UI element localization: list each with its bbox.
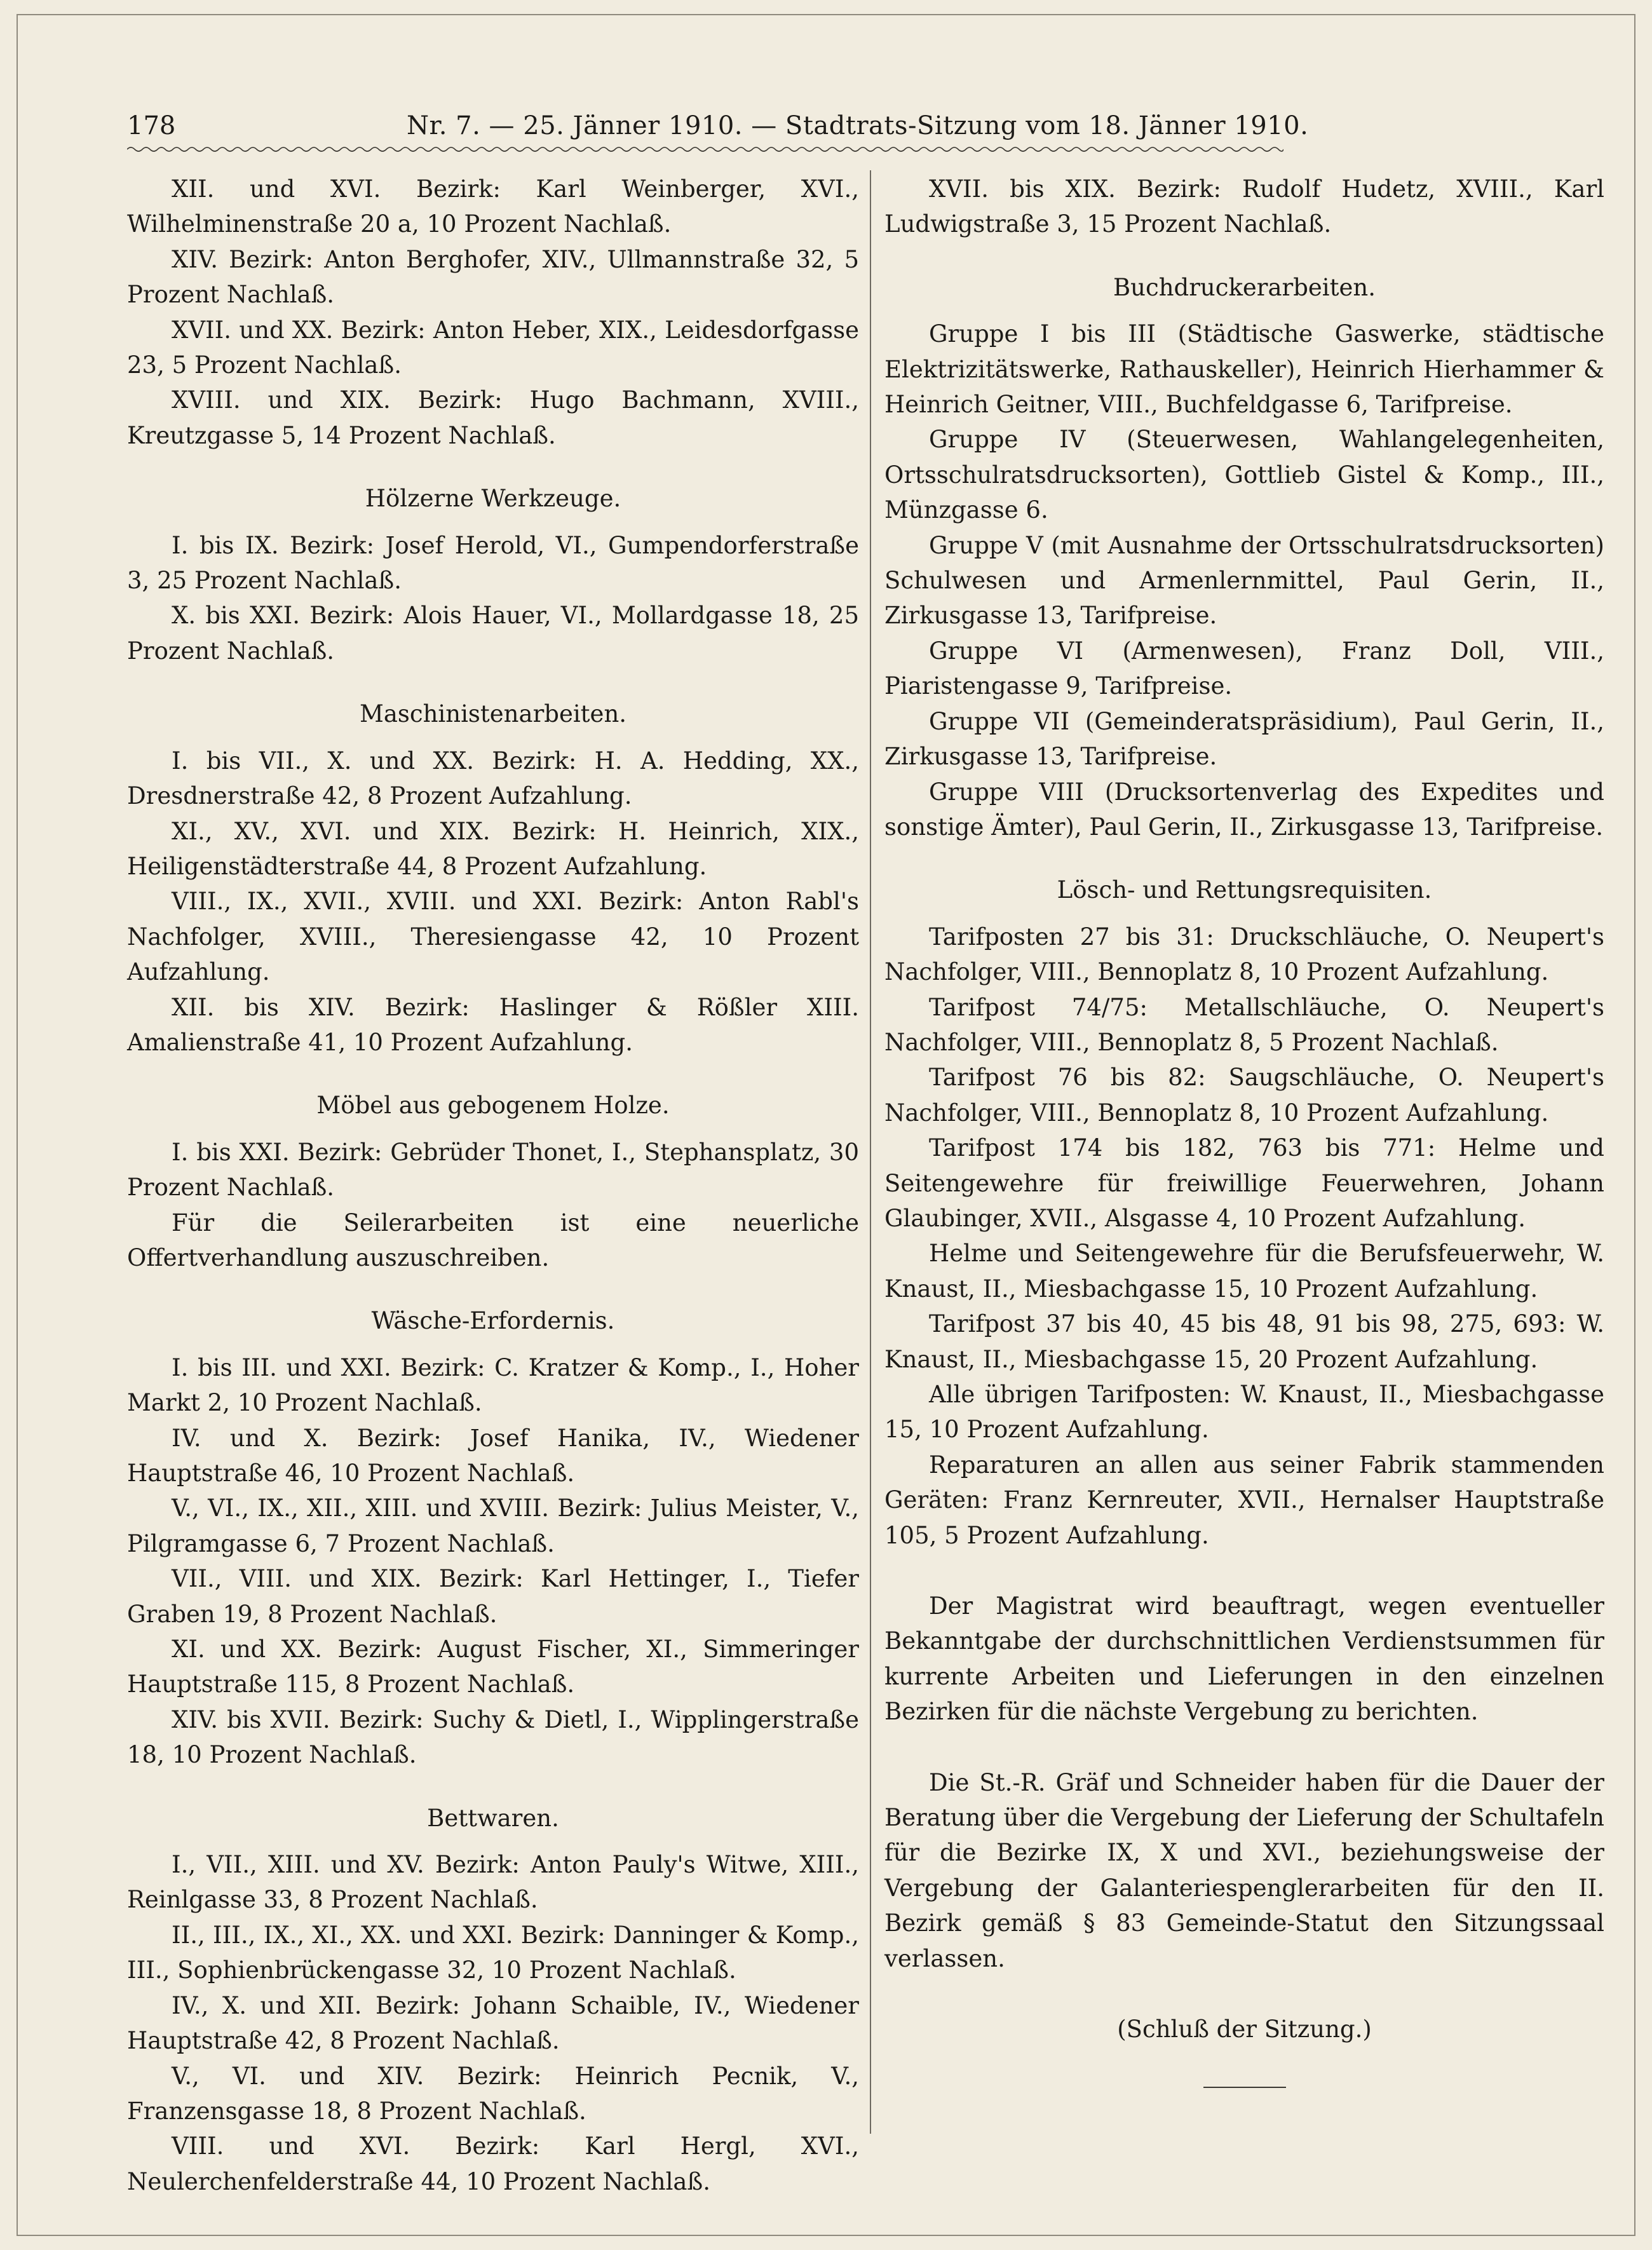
entry: V., VI., IX., XII., XIII. und XVIII. Bezirk: Julius Meister, V., Pilgramgasse 6, 7 Prozent Nachlaß. (127, 1494, 859, 1557)
entry: XI. und XX. Bezirk: August Fischer, XI., Simmeringer Hauptstraße 115, 8 Prozent Nachlaß. (127, 1636, 859, 1698)
entry: IV., X. und XII. Bezirk: Johann Schaible, IV., Wiedener Hauptstraße 42, 8 Prozent Nachlaß. (127, 1991, 859, 2055)
entry: Tarifposten 27 bis 31: Druckschläuche, O. Neupert's Nachfolger, VIII., Bennoplatz 8, 10 Prozent Aufzahlung. (884, 923, 1604, 986)
entry: Gruppe VI (Armenwesen), Franz Doll, VIII., Piaristengasse 9, Tarifpreise. (884, 637, 1604, 700)
closing-paragraph: Der Magistrat wird beauftragt, wegen eventueller Bekanntgabe der durchschnittlichen Verdienstsummen für kurrente Arbeiten und Lieferungen in den einzelnen Bezirken für die nächste Vergebung zu berichten. (884, 1592, 1604, 1726)
entry: II., III., IX., XI., XX. und XXI. Bezirk: Danninger & Komp., III., Sophienbrückengasse 32, 10 Prozent Nachlaß. (127, 1921, 859, 1984)
end-note: (Schluß der Sitzung.) (1117, 2016, 1372, 2043)
right-column (884, 172, 1604, 2088)
section-title: Bettwaren. (427, 1804, 559, 1832)
entry: Tarifpost 74/75: Metallschläuche, O. Neupert's Nachfolger, VIII., Bennoplatz 8, 5 Prozent Nachlaß. (884, 993, 1604, 1056)
entry: VIII., IX., XVII., XVIII. und XXI. Bezirk: Anton Rabl's Nachfolger, XVIII., Theresiengasse 42, 10 Prozent Aufzahlung. (127, 888, 859, 986)
running-title: Nr. 7. — 25. Jänner 1910. — Stadtrats-Sitzung vom 18. Jänner 1910. (407, 111, 1309, 140)
page-header (127, 107, 1309, 145)
entry: XIV. Bezirk: Anton Berghofer, XIV., Ullmannstraße 32, 5 Prozent Nachlaß. (127, 245, 859, 309)
section-title: Lösch- und Rettungsrequisiten. (1057, 876, 1432, 904)
section-title: Wäsche-Erfordernis. (371, 1307, 615, 1335)
entry: VII., VIII. und XIX. Bezirk: Karl Hettinger, I., Tiefer Graben 19, 8 Prozent Nachlaß. (127, 1565, 859, 1628)
entry: VIII. und XVI. Bezirk: Karl Hergl, XVI., Neulerchenfelderstraße 44, 10 Prozent Nachlaß. (127, 2132, 859, 2195)
entry: Helme und Seitengewehre für die Berufsfeuerwehr, W. Knaust, II., Miesbachgasse 15, 10 Prozent Aufzahlung. (884, 1240, 1604, 1303)
entry: Tarifpost 174 bis 182, 763 bis 771: Helme und Seitengewehre für freiwillige Feuerwehren, Johann Glaubinger, XVII., Alsgasse 4, 10 Prozent Aufzahlung. (884, 1134, 1604, 1232)
entry: XIV. bis XVII. Bezirk: Suchy & Dietl, I., Wipplingerstraße 18, 10 Prozent Nachlaß. (127, 1705, 859, 1769)
entry: X. bis XXI. Bezirk: Alois Hauer, VI., Mollardgasse 18, 25 Prozent Nachlaß. (127, 602, 859, 665)
section-title: Maschinistenarbeiten. (359, 700, 627, 728)
entry: Gruppe I bis III (Städtische Gaswerke, städtische Elektrizitätswerke, Rathauskeller), Heinrich Hierhammer & Heinrich Geitner, VIII., Buchfeldgasse 6, Tarifpreise. (884, 320, 1604, 419)
closing-paragraph: Die St.-R. Gräf und Schneider haben für die Dauer der Beratung über die Vergebung der Lieferung der Schultafeln für die Bezirke IX, X und XVI., beziehungsweise der Vergebung der Galanteriespenglerarbeiten für den II. Bezirk gemäß § 83 Gemeinde-Statut den Sitzungssaal verlassen. (884, 1768, 1604, 1972)
entry: I. bis III. und XXI. Bezirk: C. Kratzer & Komp., I., Hoher Markt 2, 10 Prozent Nachlaß. (127, 1353, 859, 1417)
end-rule (1203, 2087, 1286, 2088)
page-number: 178 (127, 111, 176, 140)
entry: Gruppe IV (Steuerwesen, Wahlangelegenheiten, Ortsschulratsdrucksorten), Gottlieb Gistel & Komp., III., Münzgasse 6. (884, 426, 1604, 524)
entry: XVII. und XX. Bezirk: Anton Heber, XIX., Leidesdorfgasse 23, 5 Prozent Nachlaß. (127, 316, 859, 379)
left-column (127, 172, 859, 2199)
entry: Für die Seilerarbeiten ist eine neuerliche Offertverhandlung auszuschreiben. (127, 1209, 859, 1271)
entry: IV. und X. Bezirk: Josef Hanika, IV., Wiedener Hauptstraße 46, 10 Prozent Nachlaß. (127, 1424, 859, 1487)
entry: XII. und XVI. Bezirk: Karl Weinberger, XVI., Wilhelminenstraße 20 a, 10 Prozent Nachlaß. (127, 175, 859, 238)
header-wavy-rule (127, 145, 1283, 154)
entry: Gruppe VIII (Drucksortenverlag des Expedites und sonstige Ämter), Paul Gerin, II., Zirkusgasse 13, Tarifpreise. (884, 778, 1604, 841)
entry: Tarifpost 76 bis 82: Saugschläuche, O. Neupert's Nachfolger, VIII., Bennoplatz 8, 10 Prozent Aufzahlung. (884, 1064, 1604, 1127)
entry: XVII. bis XIX. Bezirk: Rudolf Hudetz, XVIII., Karl Ludwigstraße 3, 15 Prozent Nachlaß. (884, 175, 1604, 238)
entry: Gruppe V (mit Ausnahme der Ortsschulratsdrucksorten) Schulwesen und Armenlernmittel, Paul Gerin, II., Zirkusgasse 13, Tarifpreise. (884, 531, 1604, 630)
entry: I. bis VII., X. und XX. Bezirk: H. A. Hedding, XX., Dresdnerstraße 42, 8 Prozent Aufzahlung. (127, 747, 859, 810)
entry: I. bis XXI. Bezirk: Gebrüder Thonet, I., Stephansplatz, 30 Prozent Nachlaß. (127, 1138, 859, 1202)
section-title: Möbel aus gebogenem Holze. (316, 1092, 670, 1120)
section-title: Hölzerne Werkzeuge. (365, 485, 621, 513)
entry: Tarifpost 37 bis 40, 45 bis 48, 91 bis 98, 275, 693: W. Knaust, II., Miesbachgasse 15, 20 Prozent Aufzahlung. (884, 1310, 1604, 1373)
entry: XII. bis XIV. Bezirk: Haslinger & Rößler XIII. Amalienstraße 41, 10 Prozent Aufzahlung. (127, 993, 859, 1056)
entry: Reparaturen an allen aus seiner Fabrik stammenden Geräten: Franz Kernreuter, XVII., Hernalser Hauptstraße 105, 5 Prozent Aufzahlung. (884, 1451, 1604, 1549)
section-title: Buchdruckerarbeiten. (1113, 273, 1376, 301)
entry: Gruppe VII (Gemeinderatspräsidium), Paul Gerin, II., Zirkusgasse 13, Tarifpreise. (884, 707, 1604, 771)
entry: V., VI. und XIV. Bezirk: Heinrich Pecnik, V., Franzensgasse 18, 8 Prozent Nachlaß. (127, 2062, 859, 2125)
entry: XI., XV., XVI. und XIX. Bezirk: H. Heinrich, XIX., Heiligenstädterstraße 44, 8 Prozent Aufzahlung. (127, 817, 859, 880)
entry: I. bis IX. Bezirk: Josef Herold, VI., Gumpendorferstraße 3, 25 Prozent Nachlaß. (127, 531, 859, 595)
entry: Alle übrigen Tarifposten: W. Knaust, II., Miesbachgasse 15, 10 Prozent Aufzahlung. (884, 1381, 1604, 1444)
column-divider (870, 170, 871, 2134)
entry: XVIII. und XIX. Bezirk: Hugo Bachmann, XVIII., Kreutzgasse 5, 14 Prozent Nachlaß. (127, 386, 859, 449)
entry: I., VII., XIII. und XV. Bezirk: Anton Pauly's Witwe, XIII., Reinlgasse 33, 8 Prozent Nachlaß. (127, 1851, 859, 1914)
